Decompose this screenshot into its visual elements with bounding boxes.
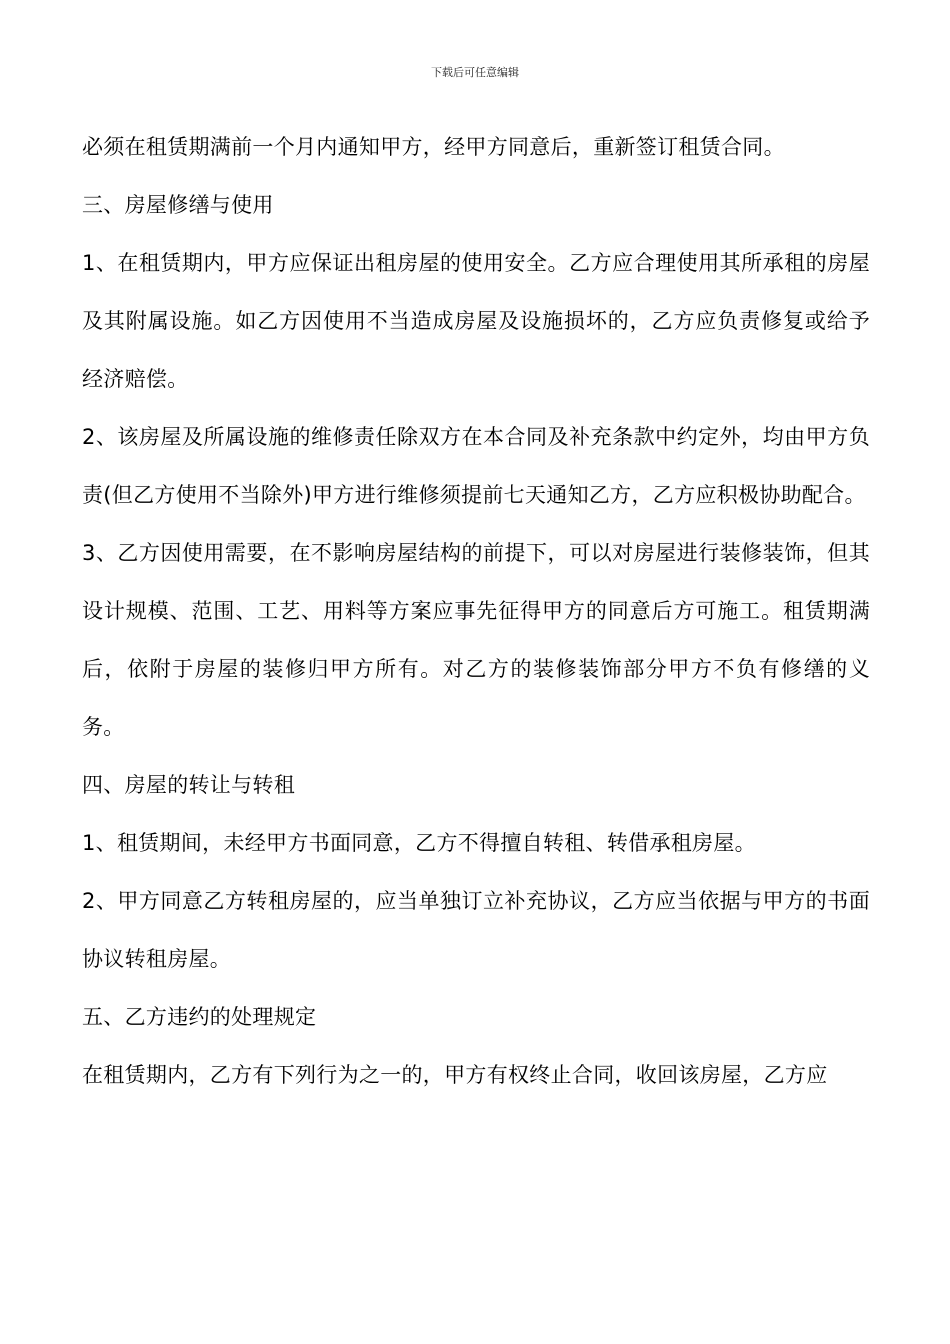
- page-header: 下载后可任意编辑: [431, 66, 519, 79]
- section-heading-repair-and-use: 三、房屋修缮与使用: [82, 193, 274, 217]
- clause-3-1: 1、在租赁期内，甲方应保证出租房屋的使用安全。乙方应合理使用其所承租的房屋及其附属设施。如乙方因使用不当造成房屋及设施损坏的，乙方应负责修复或给予经济赔偿。: [82, 251, 870, 391]
- document-body: [82, 118, 870, 1104]
- clause-4-1: 1、租赁期间，未经甲方书面同意，乙方不得擅自转租、转借承租房屋。: [82, 831, 756, 855]
- clause-3-3: 3、乙方因使用需要，在不影响房屋结构的前提下，可以对房屋进行装修装饰，但其设计规模、范围、工艺、用料等方案应事先征得甲方的同意后方可施工。租赁期满后，依附于房屋的装修归甲方所有。对乙方的装修装饰部分甲方不负有修缮的义务。: [82, 541, 870, 739]
- clause-3-2: 2、该房屋及所属设施的维修责任除双方在本合同及补充条款中约定外，均由甲方负责(但乙方使用不当除外)甲方进行维修须提前七天通知乙方，乙方应积极协助配合。: [82, 425, 870, 507]
- clause-5-intro: 在租赁期内，乙方有下列行为之一的，甲方有权终止合同，收回该房屋，乙方应: [82, 1063, 828, 1087]
- paragraph-continuation: 必须在租赁期满前一个月内通知甲方，经甲方同意后，重新签订租赁合同。: [82, 135, 785, 159]
- section-heading-transfer-and-sublease: 四、房屋的转让与转租: [82, 773, 295, 797]
- section-heading-breach-handling: 五、乙方违约的处理规定: [82, 1005, 317, 1029]
- clause-4-2: 2、甲方同意乙方转租房屋的，应当单独订立补充协议，乙方应当依据与甲方的书面协议转租房屋。: [82, 889, 870, 971]
